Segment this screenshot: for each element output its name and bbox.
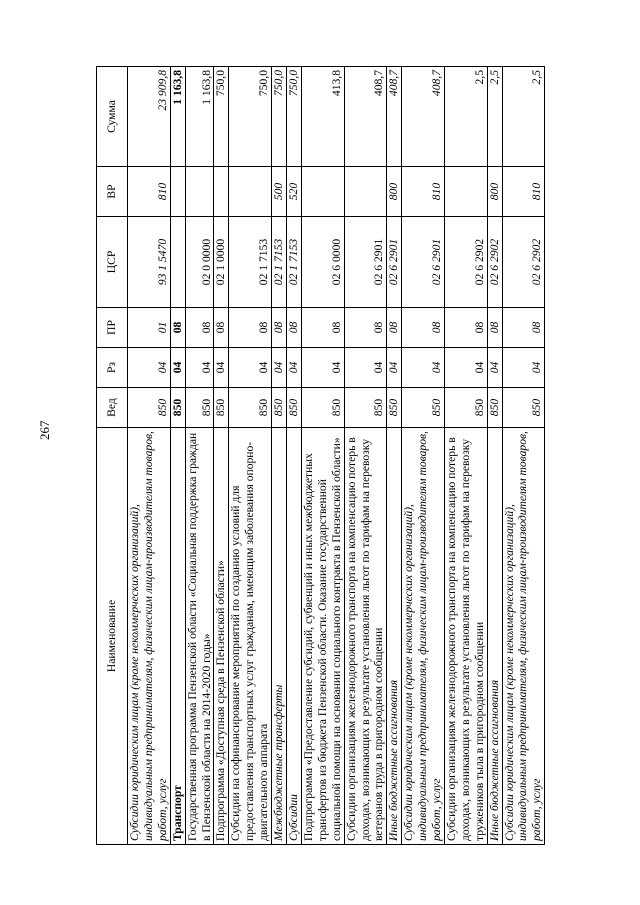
cell-csr: 02 6 2901	[344, 217, 387, 308]
table-header-row	[97, 67, 128, 845]
cell-ved: 850	[502, 388, 545, 428]
cell-sum: 2,5	[444, 67, 487, 167]
page-number: 267	[37, 420, 52, 440]
cell-sum: 408,7	[402, 67, 445, 167]
cell-vr	[344, 167, 387, 217]
cell-vr	[214, 167, 229, 217]
table-row	[229, 67, 272, 845]
cell-vr: 800	[387, 167, 402, 217]
cell-name: Субсидии юридическим лицам (кроме некоммерческих организаций), индивидуальным предпринимателям, физическим лицам-производителям товаров, работ, услуг	[402, 428, 445, 845]
cell-rz: 04	[301, 348, 344, 388]
table-body	[128, 67, 545, 845]
header-csr: ЦСР	[97, 217, 128, 308]
header-vr: ВР	[97, 167, 128, 217]
cell-name: Межбюджетные трансферты	[272, 428, 287, 845]
cell-sum: 750,0	[229, 67, 272, 167]
cell-csr: 02 1 7153	[229, 217, 272, 308]
cell-csr: 02 6 2901	[387, 217, 402, 308]
cell-vr	[444, 167, 487, 217]
cell-ved: 850	[185, 388, 214, 428]
cell-pr: 01	[128, 308, 171, 348]
cell-csr: 93 1 5470	[128, 217, 171, 308]
cell-name: Субсидии юридическим лицам (кроме некоммерческих организаций), индивидуальным предпринимателям, физическим лицам-производителям товаров, работ, услуг	[128, 428, 171, 845]
cell-sum: 2,5	[502, 67, 545, 167]
cell-ved: 850	[444, 388, 487, 428]
cell-vr: 810	[128, 167, 171, 217]
cell-pr: 08	[286, 308, 301, 348]
header-rz: Рз	[97, 348, 128, 388]
cell-ved: 850	[170, 388, 185, 428]
cell-rz: 04	[387, 348, 402, 388]
cell-rz: 04	[185, 348, 214, 388]
cell-rz: 04	[214, 348, 229, 388]
cell-sum: 408,7	[387, 67, 402, 167]
table-row	[387, 67, 402, 845]
header-ved: Вед	[97, 388, 128, 428]
cell-csr: 02 6 2902	[487, 217, 502, 308]
cell-sum: 750,0	[214, 67, 229, 167]
cell-csr: 02 1 7153	[272, 217, 287, 308]
cell-sum: 408,7	[344, 67, 387, 167]
cell-csr: 02 6 2901	[402, 217, 445, 308]
cell-ved: 850	[387, 388, 402, 428]
header-pr: ПР	[97, 308, 128, 348]
table-row	[170, 67, 185, 845]
table-row	[487, 67, 502, 845]
cell-pr: 08	[444, 308, 487, 348]
table-row	[301, 67, 344, 845]
cell-csr: 02 1 7153	[286, 217, 301, 308]
cell-ved: 850	[229, 388, 272, 428]
cell-pr: 08	[387, 308, 402, 348]
cell-rz: 04	[444, 348, 487, 388]
cell-rz: 04	[402, 348, 445, 388]
table-row	[214, 67, 229, 845]
cell-csr	[170, 217, 185, 308]
cell-rz: 04	[229, 348, 272, 388]
cell-rz: 04	[487, 348, 502, 388]
table-row	[344, 67, 387, 845]
cell-pr: 08	[170, 308, 185, 348]
cell-vr: 810	[502, 167, 545, 217]
cell-name: Подпрограмма «Доступная среда в Пензенской области»	[214, 428, 229, 845]
cell-pr: 08	[229, 308, 272, 348]
cell-sum: 23 909,8	[128, 67, 171, 167]
cell-name: Субсидии организациям железнодорожного транспорта на компенсацию потерь в доходах, возникающих в результате установления льгот по тарифам на перевозку ветеранов труда в пригородном сообщении	[344, 428, 387, 845]
table-row	[402, 67, 445, 845]
budget-table-container	[96, 67, 626, 845]
cell-csr: 02 1 0000	[214, 217, 229, 308]
cell-ved: 850	[272, 388, 287, 428]
cell-rz: 04	[502, 348, 545, 388]
cell-vr: 500	[272, 167, 287, 217]
cell-pr: 08	[502, 308, 545, 348]
cell-vr: 810	[402, 167, 445, 217]
cell-name: Иные бюджетные ассигнования	[387, 428, 402, 845]
cell-pr: 08	[214, 308, 229, 348]
cell-pr: 08	[402, 308, 445, 348]
table-row	[502, 67, 545, 845]
cell-ved: 850	[128, 388, 171, 428]
table-row	[185, 67, 214, 845]
cell-pr: 08	[344, 308, 387, 348]
cell-ved: 850	[487, 388, 502, 428]
cell-vr	[301, 167, 344, 217]
cell-ved: 850	[214, 388, 229, 428]
cell-ved: 850	[286, 388, 301, 428]
cell-sum: 1 163,8	[185, 67, 214, 167]
cell-vr: 800	[487, 167, 502, 217]
table-row	[286, 67, 301, 845]
cell-sum: 1 163,8	[170, 67, 185, 167]
cell-name: Государственная программа Пензенской области «Социальная поддержка граждан в Пензенской области на 2014-2020 годы»	[185, 428, 214, 845]
cell-pr: 08	[185, 308, 214, 348]
header-name: Наименование	[97, 428, 128, 845]
cell-pr: 08	[272, 308, 287, 348]
cell-name: Субсидии юридическим лицам (кроме некоммерческих организаций), индивидуальным предпринимателям, физическим лицам-производителям товаров, работ, услуг	[502, 428, 545, 845]
cell-name: Субсидии	[286, 428, 301, 845]
cell-ved: 850	[402, 388, 445, 428]
cell-sum: 2,5	[487, 67, 502, 167]
cell-csr: 02 0 0000	[185, 217, 214, 308]
cell-name: Иные бюджетные ассигнования	[487, 428, 502, 845]
cell-rz: 04	[344, 348, 387, 388]
cell-csr: 02 6 2902	[502, 217, 545, 308]
cell-vr	[185, 167, 214, 217]
cell-vr	[170, 167, 185, 217]
cell-name: Подпрограмма «Предоставление субсидий, субвенций и иных межбюджетных трансфертов из бюджета Пензенской области. Оказание государственной социальной помощи на основании социального контракта в Пензенской области»	[301, 428, 344, 845]
cell-csr: 02 6 2902	[444, 217, 487, 308]
cell-ved: 850	[301, 388, 344, 428]
cell-vr: 520	[286, 167, 301, 217]
cell-rz: 04	[286, 348, 301, 388]
cell-rz: 04	[272, 348, 287, 388]
cell-ved: 850	[344, 388, 387, 428]
cell-name: Транспорт	[170, 428, 185, 845]
cell-name: Субсидии организациям железнодорожного транспорта на компенсацию потерь в доходах, возникающих в результате установления льгот по тарифам на перевозку тружеников тыла в пригородном сообщении	[444, 428, 487, 845]
header-sum: Сумма	[97, 67, 128, 167]
cell-rz: 04	[170, 348, 185, 388]
cell-pr: 08	[301, 308, 344, 348]
table-row	[444, 67, 487, 845]
cell-pr: 08	[487, 308, 502, 348]
cell-vr	[229, 167, 272, 217]
cell-sum: 750,0	[272, 67, 287, 167]
table-row	[128, 67, 171, 845]
cell-sum: 750,0	[286, 67, 301, 167]
cell-sum: 413,8	[301, 67, 344, 167]
cell-csr: 02 6 0000	[301, 217, 344, 308]
cell-name: Субсидии на софинансирование мероприятий по созданию условий для предоставления транспортных услуг гражданам, имеющим заболевания опорно-двигательного аппарата	[229, 428, 272, 845]
budget-table	[96, 66, 545, 845]
cell-rz: 04	[128, 348, 171, 388]
table-row	[272, 67, 287, 845]
